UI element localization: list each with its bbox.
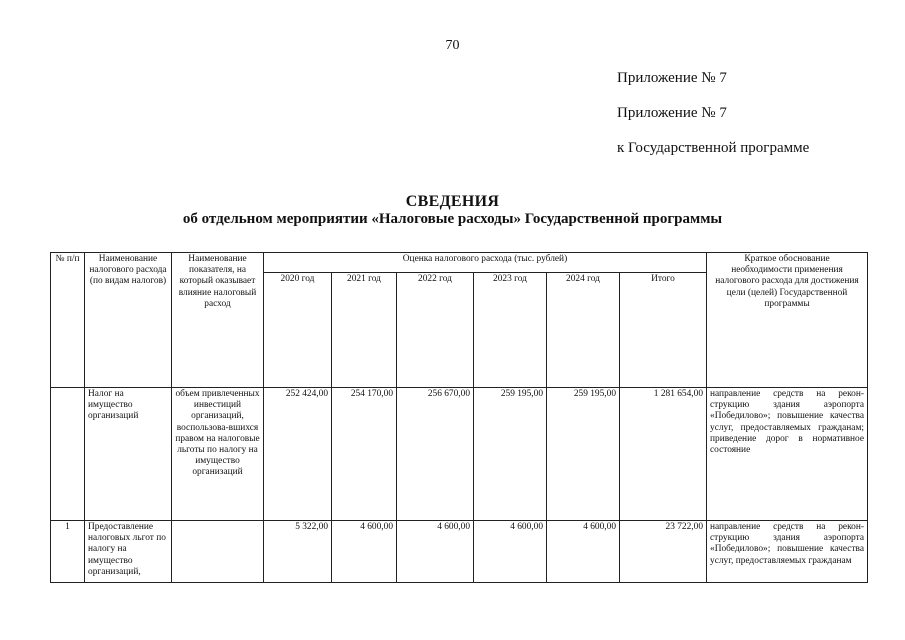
header-row-1 [51, 253, 868, 273]
row-name: Налог на имущество организаций [85, 388, 172, 521]
row-value: 4 600,00 [332, 521, 397, 583]
appendix-line-1: Приложение № 7 [617, 70, 727, 86]
header-year: 2020 год [264, 273, 332, 388]
row-value: 252 424,00 [264, 388, 332, 521]
header-total: Итого [620, 273, 707, 388]
row-name: Предоставление налоговых льгот по налогу на имущество организаций, [85, 521, 172, 583]
row-value: 259 195,00 [474, 388, 547, 521]
header-estimate: Оценка налогового расхода (тыс. рублей) [264, 253, 707, 273]
page-number: 70 [445, 38, 460, 53]
document-title: СВЕДЕНИЯ [405, 193, 500, 210]
appendix-line-3: к Государственной программе [617, 140, 810, 156]
row-total: 23 722,00 [620, 521, 707, 583]
row-value: 4 600,00 [547, 521, 620, 583]
row-total: 1 281 654,00 [620, 388, 707, 521]
row-value: 5 322,00 [264, 521, 332, 583]
row-num: 1 [51, 521, 85, 583]
header-year: 2024 год [547, 273, 620, 388]
row-value: 259 195,00 [547, 388, 620, 521]
row-value: 4 600,00 [474, 521, 547, 583]
document-subtitle: об отдельном мероприятии «Налоговые расходы» Государственной программы [182, 211, 723, 227]
row-value: 256 670,00 [397, 388, 474, 521]
appendix-line-2: Приложение № 7 [617, 105, 727, 121]
header-year: 2023 год [474, 273, 547, 388]
row-justification: направление средств на рекон-струкцию здания аэропорта «Победилово»; повышение качества услуг, предоставляемых гражданам [707, 521, 868, 583]
row-justification: направление средств на рекон-струкцию здания аэропорта «Победилово»; повышение качества услуг, предоставляемых гражданам; приведение дорог в нормативное состояние [707, 388, 868, 521]
row-num [51, 388, 85, 521]
tax-expenditure-table [50, 252, 868, 583]
header-year: 2022 год [397, 273, 474, 388]
row-indicator [172, 521, 264, 583]
row-indicator: объем привлеченных инвестиций организаций, воспользова-вшихся правом на налоговые льготы по налогу на имущество организаций [172, 388, 264, 521]
header-name: Наименование налогового расхода (по видам налогов) [85, 253, 172, 388]
table-row [51, 388, 868, 521]
header-justification: Краткое обоснование необходимости применения налогового расхода для достижения цели (целей) Государственной программы [707, 253, 868, 388]
table-row [51, 521, 868, 583]
row-value: 254 170,00 [332, 388, 397, 521]
row-value: 4 600,00 [397, 521, 474, 583]
header-num: № п/п [51, 253, 85, 388]
header-indicator: Наименование показателя, на который оказывает влияние налоговый расход [172, 253, 264, 388]
header-year: 2021 год [332, 273, 397, 388]
